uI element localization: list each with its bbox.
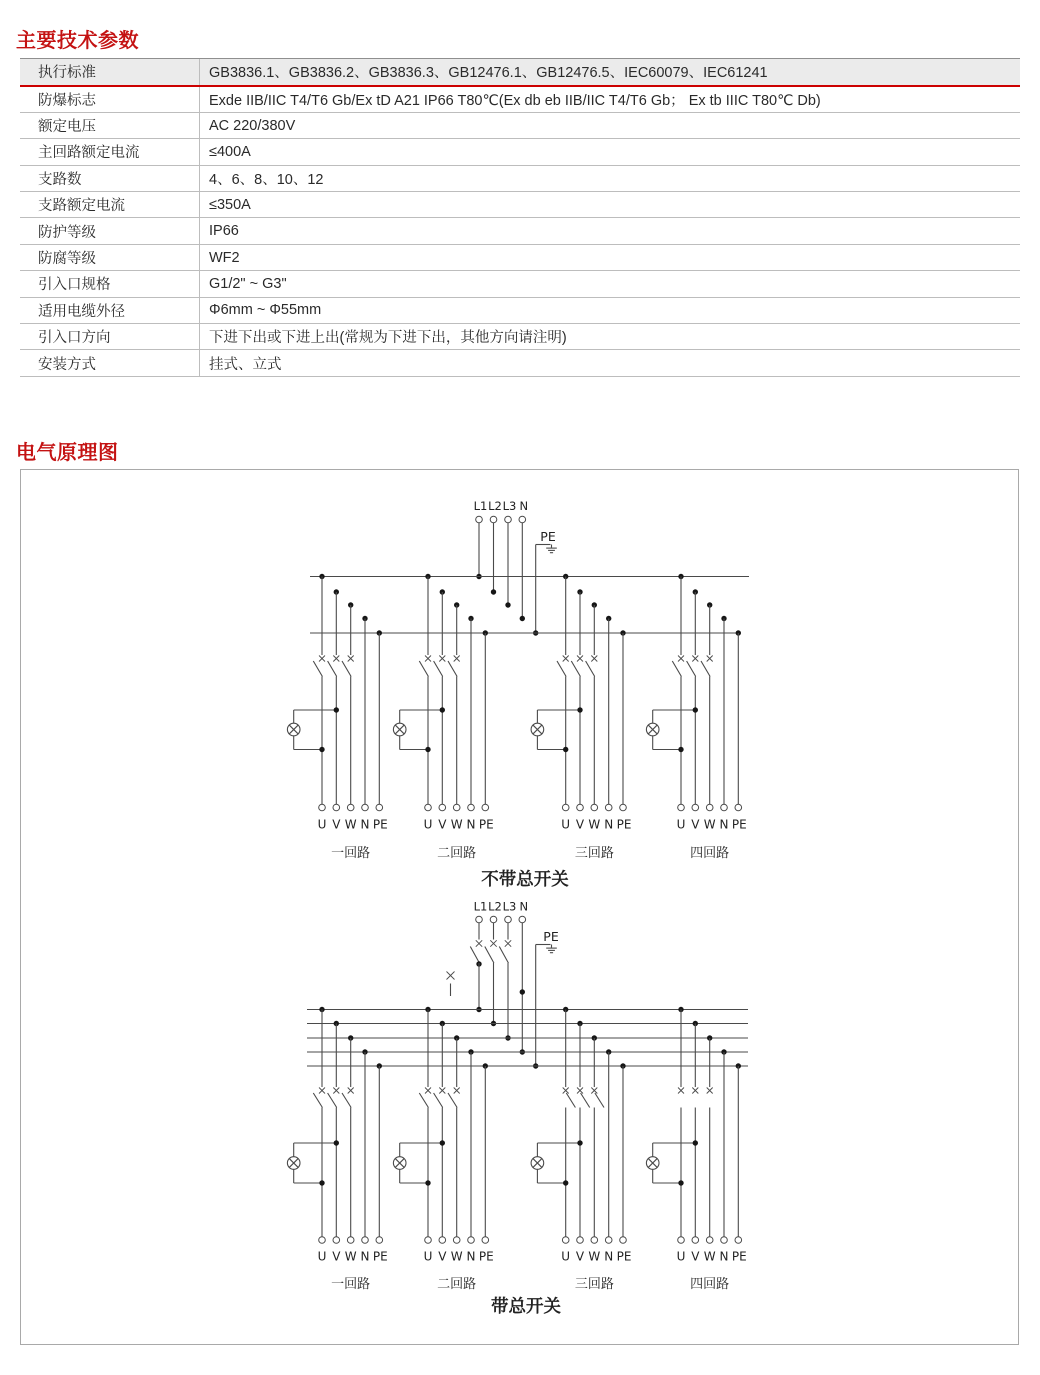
params-section-title: 主要技术参数 bbox=[16, 30, 139, 52]
pe-label: PE bbox=[540, 529, 556, 544]
pe-label: PE bbox=[543, 929, 559, 944]
param-label: 支路数 bbox=[20, 166, 200, 191]
param-value: WF2 bbox=[209, 249, 240, 266]
param-label: 主回路额定电流 bbox=[20, 139, 200, 164]
table-row bbox=[20, 166, 1020, 192]
param-value: 4、6、8、10、12 bbox=[209, 171, 324, 188]
terminal-label: PE bbox=[616, 1249, 632, 1264]
terminal-label: V bbox=[438, 817, 447, 832]
param-value: 下进下出或下进上出(常规为下进下出，其他方向请注明) bbox=[209, 330, 567, 347]
input-label: N bbox=[519, 499, 529, 513]
param-value: GB3836.1、GB3836.2、GB3836.3、GB12476.1、GB12476.5、IEC60079、IEC61241 bbox=[209, 65, 768, 82]
terminal-label: N bbox=[360, 1249, 370, 1264]
terminal-label: PE bbox=[478, 1249, 494, 1264]
terminal-label: V bbox=[691, 1249, 700, 1264]
terminal-label: V bbox=[575, 1249, 585, 1264]
terminal-label: W bbox=[703, 1249, 716, 1264]
terminal-label: PE bbox=[372, 817, 388, 832]
param-label: 执行标准 bbox=[20, 59, 200, 85]
param-label: 引入口方向 bbox=[20, 324, 200, 349]
terminal-label: U bbox=[561, 1249, 571, 1264]
terminal-label: N bbox=[719, 817, 729, 832]
param-label: 防护等级 bbox=[20, 218, 200, 243]
table-row bbox=[20, 298, 1020, 324]
terminal-label: N bbox=[466, 1249, 476, 1264]
terminal-label: W bbox=[450, 1249, 463, 1264]
input-label: N bbox=[519, 899, 529, 914]
table-row bbox=[20, 59, 1020, 87]
terminal-label: U bbox=[317, 1249, 327, 1264]
table-row bbox=[20, 218, 1020, 244]
input-label: L3 bbox=[502, 899, 517, 914]
circuit-label: 三回路 bbox=[574, 1277, 614, 1292]
terminal-label: N bbox=[604, 817, 614, 832]
terminal-label: PE bbox=[478, 817, 494, 832]
table-row bbox=[20, 139, 1020, 165]
circuit-label: 二回路 bbox=[437, 1277, 477, 1292]
terminal-label: PE bbox=[616, 817, 632, 832]
param-value: G1/2" ~ G3" bbox=[209, 275, 287, 292]
table-row bbox=[20, 324, 1020, 350]
terminal-label: PE bbox=[372, 1249, 388, 1264]
param-value: ≤400A bbox=[209, 143, 251, 160]
terminal-label: W bbox=[703, 817, 716, 832]
param-label: 适用电缆外径 bbox=[20, 298, 200, 323]
terminal-label: V bbox=[575, 817, 585, 832]
terminal-label: W bbox=[588, 1249, 601, 1264]
terminal-label: W bbox=[344, 817, 357, 832]
terminal-label: W bbox=[588, 817, 601, 832]
terminal-label: V bbox=[691, 817, 700, 832]
table-row bbox=[20, 245, 1020, 271]
parameters-table bbox=[20, 58, 1020, 377]
param-label: 防腐等级 bbox=[20, 245, 200, 270]
terminal-label: PE bbox=[731, 817, 747, 832]
input-label: L1 bbox=[473, 899, 488, 914]
circuit-label: 四回路 bbox=[690, 846, 730, 861]
terminal-label: U bbox=[676, 817, 686, 832]
circuit-label: 二回路 bbox=[437, 846, 477, 861]
table-row bbox=[20, 87, 1020, 113]
param-value: 挂式、立式 bbox=[209, 356, 282, 373]
table-row bbox=[20, 271, 1020, 297]
param-value: IP66 bbox=[209, 223, 239, 240]
circuit-label: 一回路 bbox=[331, 1277, 371, 1292]
terminal-label: W bbox=[450, 817, 463, 832]
terminal-label: N bbox=[719, 1249, 729, 1264]
table-row bbox=[20, 192, 1020, 218]
circuit-label: 四回路 bbox=[690, 1277, 730, 1292]
param-value: ≤350A bbox=[209, 196, 251, 213]
input-label: L3 bbox=[502, 499, 517, 513]
terminal-label: N bbox=[466, 817, 476, 832]
input-label: L2 bbox=[488, 899, 502, 914]
terminal-label: U bbox=[423, 817, 433, 832]
terminal-label: U bbox=[561, 817, 571, 832]
terminal-label: N bbox=[360, 817, 370, 832]
param-label: 支路额定电流 bbox=[20, 192, 200, 217]
diagram-caption: 不带总开关 bbox=[481, 870, 569, 890]
input-label: L1 bbox=[473, 499, 488, 513]
param-label: 额定电压 bbox=[20, 113, 200, 138]
terminal-label: W bbox=[344, 1249, 357, 1264]
param-label: 安装方式 bbox=[20, 350, 200, 375]
circuit-label: 三回路 bbox=[574, 846, 614, 861]
diagram-caption: 带总开关 bbox=[491, 1297, 561, 1317]
param-value: Exde IIB/IIC T4/T6 Gb/Ex tD A21 IP66 T80℃(Ex db eb IIB/IIC T4/T6 Gb； Ex tb IIIC T80℃ Db) bbox=[209, 92, 821, 109]
terminal-label: N bbox=[604, 1249, 614, 1264]
schematic-section-title: 电气原理图 bbox=[16, 442, 119, 464]
param-label: 引入口规格 bbox=[20, 271, 200, 296]
circuit-label: 一回路 bbox=[331, 846, 371, 861]
terminal-label: V bbox=[332, 817, 341, 832]
schematic-panel bbox=[20, 469, 1019, 1345]
param-value: AC 220/380V bbox=[209, 117, 296, 134]
table-row bbox=[20, 113, 1020, 139]
terminal-label: V bbox=[332, 1249, 341, 1264]
terminal-label: U bbox=[317, 817, 327, 832]
terminal-label: V bbox=[438, 1249, 447, 1264]
terminal-label: U bbox=[423, 1249, 433, 1264]
terminal-label: PE bbox=[731, 1249, 747, 1264]
table-row bbox=[20, 350, 1020, 376]
param-value: Φ6mm ~ Φ55mm bbox=[209, 302, 322, 319]
param-label: 防爆标志 bbox=[20, 87, 200, 112]
terminal-label: U bbox=[676, 1249, 686, 1264]
input-label: L2 bbox=[488, 499, 502, 513]
